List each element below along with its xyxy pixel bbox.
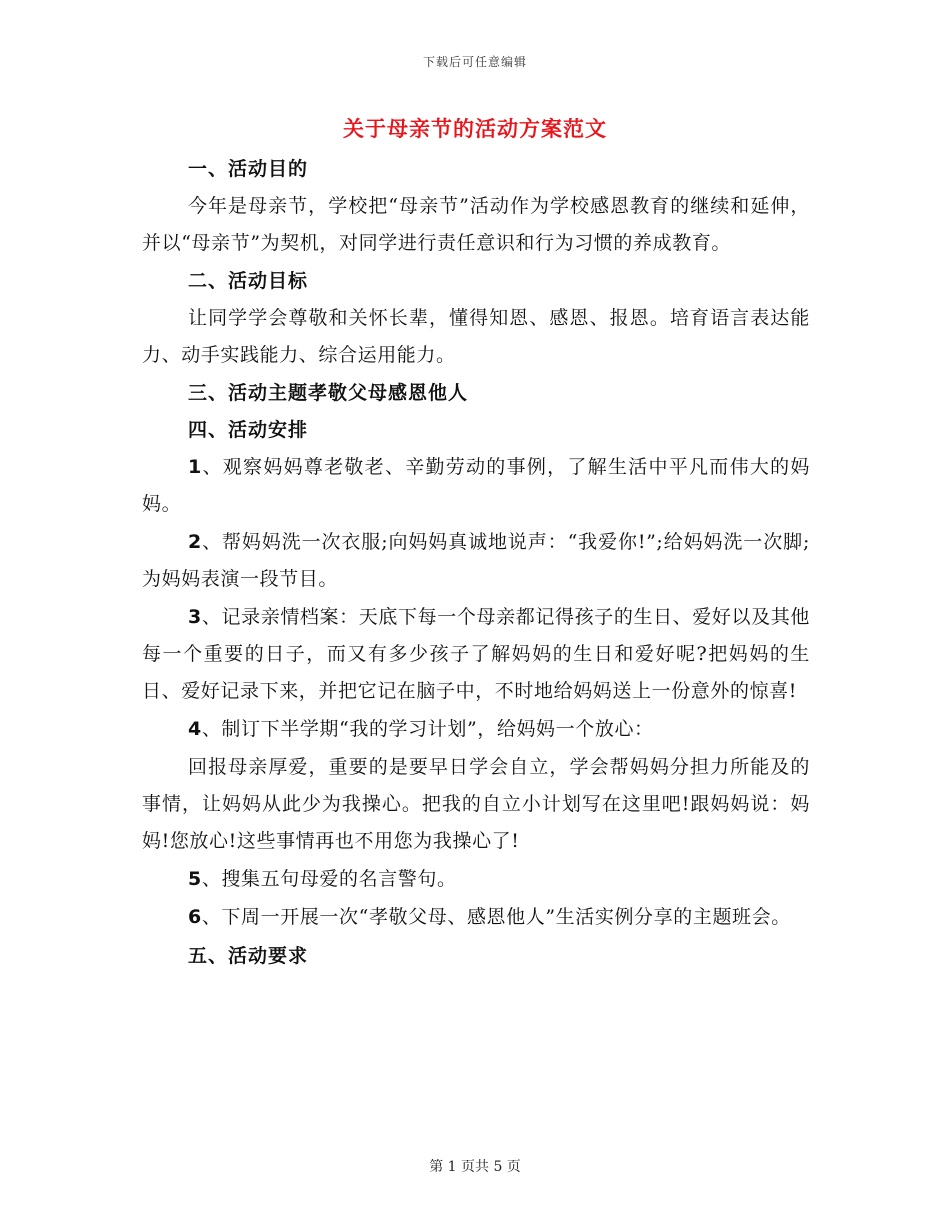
section-heading: 三、活动主题孝敬父母感恩他人 <box>188 382 469 404</box>
item-text: 、搜集五句母爱的名言警句。 <box>201 868 457 890</box>
item-text: 、帮妈妈洗一次衣服;向妈妈真诚地说声：“我爱你!”;给妈妈洗一次脚;为妈妈表演一段节目。 <box>142 531 810 590</box>
list-item <box>142 524 810 598</box>
document-title: 关于母亲节的活动方案范文 <box>343 116 607 141</box>
item-text: 、制订下半学期“我的学习计划”，给妈妈一个放心： <box>201 718 654 740</box>
list-item <box>142 899 810 936</box>
section-heading: 二、活动目标 <box>188 270 309 292</box>
paragraph: 回报母亲厚爱，重要的是要早日学会自立，学会帮妈妈分担力所能及的事情，让妈妈从此少为我操心。把我的自立小计划写在这里吧!跟妈妈说：妈妈!您放心!这些事情再也不用您为我操心了! <box>142 756 810 852</box>
paragraph: 让同学学会尊敬和关怀长辈，懂得知恩、感恩、报恩。培育语言表达能力、动手实践能力、综合运用能力。 <box>142 307 810 366</box>
item-text: 、观察妈妈尊老敬老、辛勤劳动的事例，了解生活中平凡而伟大的妈妈。 <box>142 456 810 515</box>
section-heading: 五、活动要求 <box>188 945 309 967</box>
list-item <box>142 711 810 748</box>
page-header-note: 下载后可任意编辑 <box>422 55 527 69</box>
item-number: 3 <box>188 606 202 628</box>
list-item <box>142 861 810 898</box>
section-heading: 一、活动目的 <box>188 158 309 180</box>
document-body <box>142 151 810 975</box>
item-number: 5 <box>188 868 202 890</box>
paragraph: 今年是母亲节，学校把“母亲节”活动作为学校感恩教育的继续和延伸，并以“母亲节”为契机，对同学进行责任意识和行为习惯的养成教育。 <box>142 195 810 254</box>
list-item <box>142 599 810 710</box>
item-number: 2 <box>188 531 202 553</box>
item-text: 、记录亲情档案：天底下每一个母亲都记得孩子的生日、爱好以及其他每一个重要的日子，而又有多少孩子了解妈妈的生日和爱好呢?把妈妈的生日、爱好记录下来，并把它记在脑子中，不时地给妈妈送上一份意外的惊喜! <box>142 606 810 702</box>
section-heading: 四、活动安排 <box>188 419 309 441</box>
page-number-footer: 第 1 页共 5 页 <box>429 1159 521 1175</box>
item-text: 、下周一开展一次“孝敬父母、感恩他人”生活实例分享的主题班会。 <box>201 906 791 928</box>
item-number: 6 <box>188 906 202 928</box>
item-number: 1 <box>188 456 202 478</box>
list-item <box>142 449 810 523</box>
item-number: 4 <box>188 718 202 740</box>
